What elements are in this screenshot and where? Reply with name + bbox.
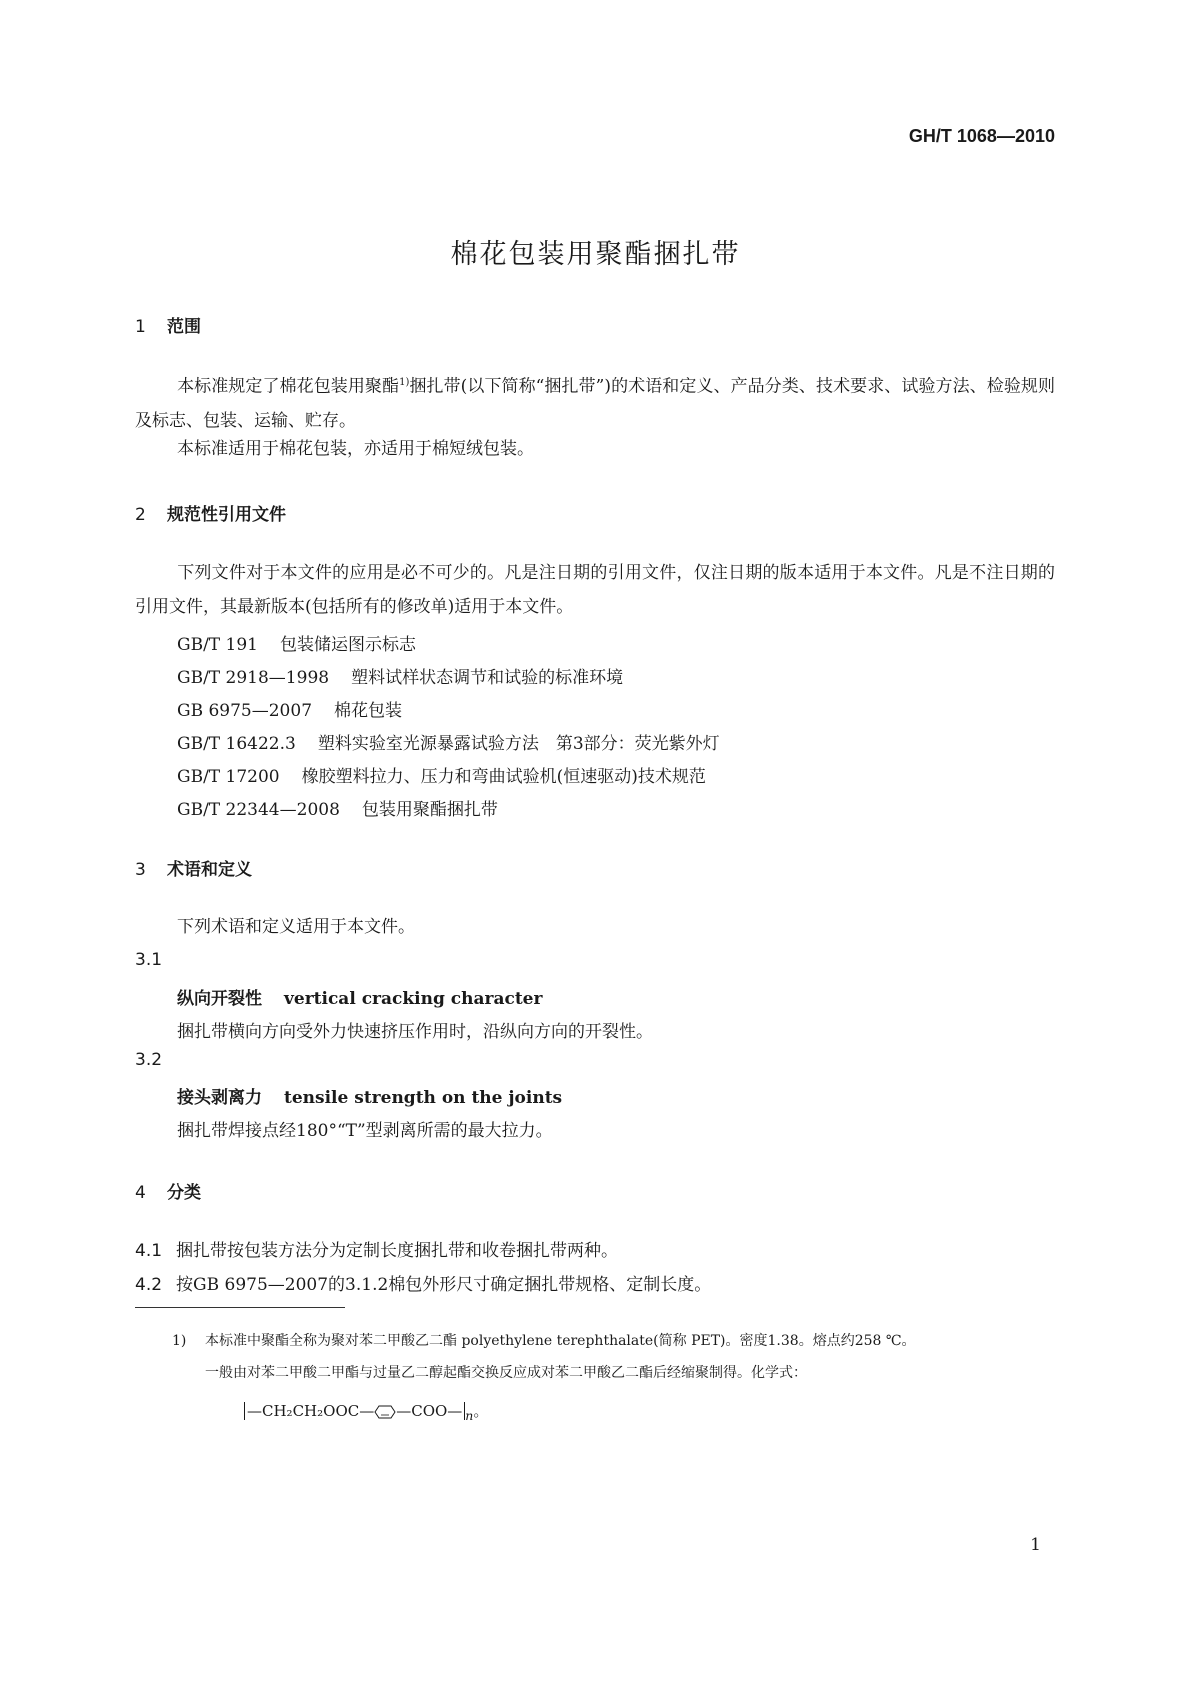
reference-title: 塑料实验室光源暴露试验方法 第3部分：荧光紫外灯: [317, 734, 720, 754]
section-title: 分类: [167, 1183, 201, 1203]
page-title: 棉花包装用聚酯捆扎带: [450, 239, 741, 270]
subclause-item: [135, 1270, 711, 1295]
paragraph-text: 下列文件对于本文件的应用是必不可少的。凡是注日期的引用文件，仅注日期的版本适用于本文件。凡是不注日期的引用文件，其最新版本(包括所有的修改单)适用于本文件。: [135, 563, 1055, 617]
footnote-ref[interactable]: 1): [399, 377, 410, 388]
reference-code: GB/T 16422.3: [177, 734, 296, 754]
reference-code: GB/T 2918—1998: [177, 668, 330, 688]
section-3-heading: [135, 855, 252, 880]
section-title: 范围: [167, 317, 201, 337]
paragraph-text: 本标准规定了棉花包装用聚酯: [177, 376, 400, 397]
reference-item: [177, 795, 498, 820]
formula-end: 。: [473, 1402, 489, 1420]
clause-number: 3.1: [135, 950, 163, 970]
subclause-text: 捆扎带按包装方法分为定制长度捆扎带和收卷捆扎带两种。: [176, 1241, 619, 1261]
term-definition: 捆扎带焊接点经180°“T”型剥离所需的最大拉力。: [177, 1121, 553, 1141]
paragraph-text: 本标准适用于棉花包装，亦适用于棉短绒包装。: [177, 439, 534, 459]
subclause-item: [135, 1236, 618, 1261]
paragraph-text: 捆扎带(以下简称“捆扎带”)的术语和定义、产品分类、技术要求、试验方法、检验规则及标志、包装、运输、贮存。: [135, 376, 1055, 431]
paragraph-text: 下列术语和定义适用于本文件。: [177, 917, 415, 937]
section-2-heading: [135, 500, 286, 525]
formula-subscript: n: [465, 1408, 474, 1423]
reference-item: [177, 663, 623, 688]
reference-code: GB/T 22344—2008: [177, 800, 340, 820]
page-number: 1: [1030, 1535, 1041, 1555]
section-4-heading: [135, 1178, 201, 1203]
footnote-line: [172, 1330, 916, 1350]
document-number: GH/T 1068—2010: [908, 126, 1055, 146]
footnote-separator: [135, 1307, 345, 1308]
subclause-text: 按GB 6975—2007的3.1.2棉包外形尺寸确定捆扎带规格、定制长度。: [176, 1275, 712, 1295]
section-2-intro: [135, 556, 1055, 624]
reference-item: [177, 762, 706, 787]
benzene-ring-icon: [374, 1405, 396, 1419]
term-heading: [177, 984, 542, 1009]
subclause-number: 4.2: [135, 1275, 163, 1295]
section-title: 术语和定义: [167, 860, 252, 880]
section-number: 4: [135, 1183, 146, 1203]
footnote-text: 本标准中聚酯全称为聚对苯二甲酸乙二酯 polyethylene terephthalate(简称 PET)。密度1.38。熔点约258 ℃。: [205, 1333, 916, 1349]
section-1-paragraph-2: [135, 432, 1055, 466]
reference-code: GB/T 17200: [177, 767, 280, 787]
formula-left: CH₂CH₂OOC—: [262, 1402, 375, 1420]
footnote-line: 一般由对苯二甲酸二甲酯与过量乙二醇起酯交换反应成对苯二甲酸乙二酯后经缩聚制得。化学式：: [205, 1365, 807, 1381]
reference-title: 橡胶塑料拉力、压力和弯曲试验机(恒速驱动)技术规范: [301, 767, 706, 787]
term-definition: 捆扎带横向方向受外力快速挤压作用时，沿纵向方向的开裂性。: [177, 1022, 653, 1042]
reference-title: 棉花包装: [334, 701, 403, 721]
term-chinese: 接头剥离力: [177, 1088, 262, 1108]
reference-item: [177, 696, 402, 721]
reference-code: GB/T 191: [177, 635, 258, 655]
term-english: vertical cracking character: [284, 989, 543, 1009]
section-3-intro: [135, 910, 1055, 944]
section-number: 2: [135, 505, 146, 525]
section-1-paragraph-1: [135, 366, 1055, 438]
section-number: 3: [135, 860, 146, 880]
section-number: 1: [135, 317, 146, 337]
reference-item: [177, 729, 720, 754]
reference-item: [177, 630, 416, 655]
subclause-number: 4.1: [135, 1241, 163, 1261]
section-1-heading: [135, 312, 201, 337]
formula-right: —COO: [396, 1402, 448, 1420]
clause-number: 3.2: [135, 1050, 163, 1070]
footnote-marker: 1): [172, 1333, 187, 1349]
reference-title: 塑料试样状态调节和试验的标准环境: [351, 668, 624, 688]
term-english: tensile strength on the joints: [284, 1088, 563, 1108]
term-heading: [177, 1083, 562, 1108]
section-title: 规范性引用文件: [167, 505, 286, 525]
reference-code: GB 6975—2007: [177, 701, 313, 721]
term-chinese: 纵向开裂性: [177, 989, 262, 1009]
reference-title: 包装用聚酯捆扎带: [361, 800, 498, 820]
chemical-formula: —CH₂CH₂OOC— —COO— $_n$。: [244, 1400, 488, 1423]
reference-title: 包装储运图示标志: [280, 635, 416, 655]
